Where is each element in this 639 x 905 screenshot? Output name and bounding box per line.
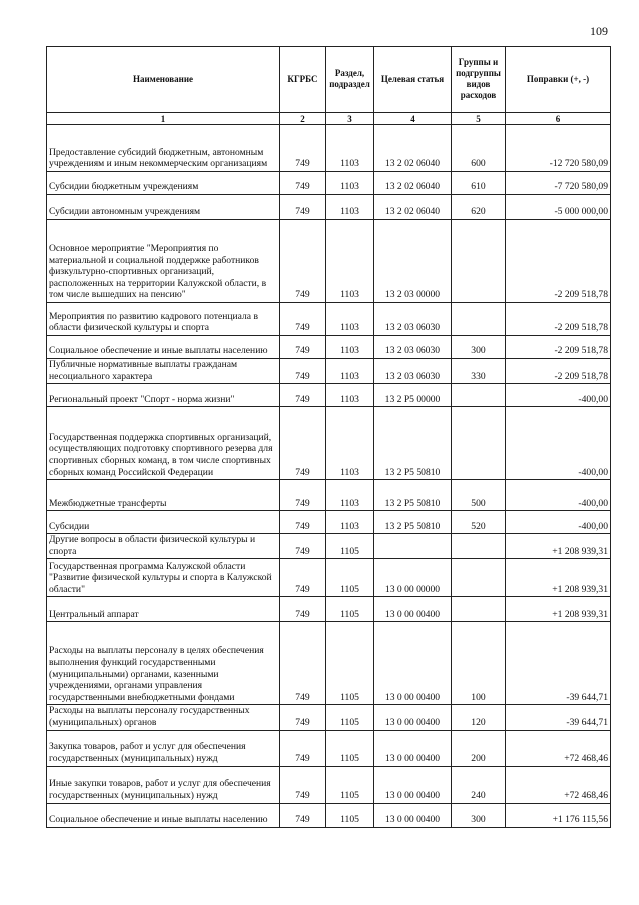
row-kgrbs: 749 [280, 766, 326, 803]
row-kgrbs: 749 [280, 384, 326, 407]
row-razdel: 1105 [326, 622, 374, 705]
row-kgrbs: 749 [280, 303, 326, 336]
row-target-article: 13 0 00 00400 [374, 766, 452, 803]
row-name: Государственная поддержка спортивных организаций, осуществляющих подготовку спортивного резерва для спортивных сборных команд, в том числе спортивных сборных команд Российской Федерации [47, 407, 280, 480]
table-row [47, 597, 611, 622]
row-amount: -7 720 580,09 [506, 172, 611, 195]
row-razdel: 1103 [326, 220, 374, 303]
table-row [47, 384, 611, 407]
row-razdel: 1103 [326, 125, 374, 172]
row-razdel: 1105 [326, 766, 374, 803]
row-amount: -400,00 [506, 384, 611, 407]
row-amount: -2 209 518,78 [506, 303, 611, 336]
row-kgrbs: 749 [280, 195, 326, 220]
row-target-article: 13 2 03 06030 [374, 303, 452, 336]
row-amount: -5 000 000,00 [506, 195, 611, 220]
row-target-article: 13 0 00 00000 [374, 559, 452, 597]
row-razdel: 1105 [326, 803, 374, 827]
table-row [47, 705, 611, 730]
row-amount: +1 176 115,56 [506, 803, 611, 827]
column-number: 4 [374, 113, 452, 125]
row-target-article: 13 0 00 00400 [374, 622, 452, 705]
row-razdel: 1103 [326, 336, 374, 359]
row-expense-group: 240 [452, 766, 506, 803]
row-kgrbs: 749 [280, 220, 326, 303]
row-expense-group [452, 407, 506, 480]
table-row [47, 303, 611, 336]
row-name: Межбюджетные трансферты [47, 480, 280, 511]
row-target-article: 13 2 P5 50810 [374, 407, 452, 480]
row-razdel: 1103 [326, 172, 374, 195]
row-kgrbs: 749 [280, 597, 326, 622]
row-expense-group [452, 384, 506, 407]
row-expense-group [452, 303, 506, 336]
row-name: Расходы на выплаты персоналу государственных (муниципальных) органов [47, 705, 280, 730]
row-kgrbs: 749 [280, 359, 326, 384]
row-target-article: 13 0 00 00400 [374, 730, 452, 766]
row-amount: -400,00 [506, 511, 611, 534]
row-razdel: 1105 [326, 730, 374, 766]
row-razdel: 1103 [326, 407, 374, 480]
row-target-article: 13 2 02 06040 [374, 172, 452, 195]
row-kgrbs: 749 [280, 172, 326, 195]
header-groups: Группы и подгруппы видов расходов [452, 47, 506, 113]
row-kgrbs: 749 [280, 730, 326, 766]
column-number: 5 [452, 113, 506, 125]
row-razdel: 1105 [326, 597, 374, 622]
row-amount: -400,00 [506, 480, 611, 511]
row-kgrbs: 749 [280, 622, 326, 705]
column-number: 3 [326, 113, 374, 125]
table-row [47, 480, 611, 511]
column-number: 2 [280, 113, 326, 125]
row-expense-group: 300 [452, 336, 506, 359]
row-target-article: 13 2 03 00000 [374, 220, 452, 303]
table-body [47, 125, 611, 828]
row-name: Социальное обеспечение и иные выплаты населению [47, 336, 280, 359]
row-target-article: 13 2 02 06040 [374, 125, 452, 172]
row-target-article: 13 2 P5 50810 [374, 480, 452, 511]
row-razdel: 1103 [326, 511, 374, 534]
table-row [47, 803, 611, 827]
row-amount: -39 644,71 [506, 622, 611, 705]
row-target-article [374, 534, 452, 559]
row-expense-group: 610 [452, 172, 506, 195]
row-target-article: 13 0 00 00400 [374, 803, 452, 827]
row-razdel: 1103 [326, 480, 374, 511]
row-expense-group: 600 [452, 125, 506, 172]
row-target-article: 13 0 00 00400 [374, 597, 452, 622]
header-target: Целевая статья [374, 47, 452, 113]
budget-table [46, 46, 611, 828]
row-kgrbs: 749 [280, 480, 326, 511]
row-amount: +72 468,46 [506, 730, 611, 766]
table-row [47, 125, 611, 172]
table-row [47, 730, 611, 766]
row-expense-group: 100 [452, 622, 506, 705]
row-name: Центральный аппарат [47, 597, 280, 622]
table-row [47, 559, 611, 597]
table-row [47, 407, 611, 480]
page-number: 109 [590, 24, 608, 38]
table-row [47, 195, 611, 220]
row-amount: -2 209 518,78 [506, 336, 611, 359]
row-razdel: 1103 [326, 195, 374, 220]
row-target-article: 13 2 03 06030 [374, 359, 452, 384]
table-row [47, 622, 611, 705]
row-expense-group [452, 559, 506, 597]
row-target-article: 13 2 P5 50810 [374, 511, 452, 534]
row-name: Расходы на выплаты персоналу в целях обеспечения выполнения функций государственными (муниципальными) органами, казенными учреждениями, органами управления государственными внебюджетными фондами [47, 622, 280, 705]
row-name: Предоставление субсидий бюджетным, автономным учреждениям и иным некоммерческим организациям [47, 125, 280, 172]
row-razdel: 1105 [326, 559, 374, 597]
row-name: Публичные нормативные выплаты гражданам несоциального характера [47, 359, 280, 384]
row-name: Субсидии [47, 511, 280, 534]
row-expense-group: 620 [452, 195, 506, 220]
header-kgrbs: КГРБС [280, 47, 326, 113]
row-expense-group: 520 [452, 511, 506, 534]
table-row [47, 336, 611, 359]
row-razdel: 1103 [326, 384, 374, 407]
row-amount: +1 208 939,31 [506, 559, 611, 597]
row-expense-group [452, 220, 506, 303]
row-name: Закупка товаров, работ и услуг для обеспечения государственных (муниципальных) нужд [47, 730, 280, 766]
row-razdel: 1105 [326, 534, 374, 559]
row-razdel: 1103 [326, 303, 374, 336]
row-expense-group: 120 [452, 705, 506, 730]
header-amount: Поправки (+, -) [506, 47, 611, 113]
header-row [47, 47, 611, 113]
row-amount: -2 209 518,78 [506, 359, 611, 384]
row-expense-group [452, 597, 506, 622]
row-kgrbs: 749 [280, 705, 326, 730]
row-kgrbs: 749 [280, 559, 326, 597]
row-amount: +1 208 939,31 [506, 534, 611, 559]
row-target-article: 13 2 P5 00000 [374, 384, 452, 407]
row-amount: -12 720 580,09 [506, 125, 611, 172]
row-expense-group: 200 [452, 730, 506, 766]
row-name: Иные закупки товаров, работ и услуг для обеспечения государственных (муниципальных) нужд [47, 766, 280, 803]
row-expense-group: 500 [452, 480, 506, 511]
row-name: Государственная программа Калужской области "Развитие физической культуры и спорта в Калужской области" [47, 559, 280, 597]
table-row [47, 511, 611, 534]
row-name: Субсидии автономным учреждениям [47, 195, 280, 220]
row-razdel: 1103 [326, 359, 374, 384]
row-target-article: 13 2 02 06040 [374, 195, 452, 220]
row-amount: -39 644,71 [506, 705, 611, 730]
row-amount: +72 468,46 [506, 766, 611, 803]
table-row [47, 359, 611, 384]
row-razdel: 1105 [326, 705, 374, 730]
row-name: Другие вопросы в области физической культуры и спорта [47, 534, 280, 559]
column-number-row [47, 113, 611, 125]
row-amount: -2 209 518,78 [506, 220, 611, 303]
row-target-article: 13 2 03 06030 [374, 336, 452, 359]
row-expense-group: 330 [452, 359, 506, 384]
row-amount: +1 208 939,31 [506, 597, 611, 622]
row-name: Субсидии бюджетным учреждениям [47, 172, 280, 195]
column-number: 1 [47, 113, 280, 125]
row-name: Основное мероприятие "Мероприятия по материальной и социальной поддержке работников физкультурно-спортивных организаций, расположенных на территории Калужской области, в том числе вышедших на пенсию" [47, 220, 280, 303]
row-name: Мероприятия по развитию кадрового потенциала в области физической культуры и спорта [47, 303, 280, 336]
row-name: Региональный проект "Спорт - норма жизни" [47, 384, 280, 407]
table-row [47, 172, 611, 195]
row-expense-group: 300 [452, 803, 506, 827]
table-row [47, 534, 611, 559]
row-amount: -400,00 [506, 407, 611, 480]
row-name: Социальное обеспечение и иные выплаты населению [47, 803, 280, 827]
header-name: Наименование [47, 47, 280, 113]
header-razdel: Раздел, подраздел [326, 47, 374, 113]
row-kgrbs: 749 [280, 534, 326, 559]
row-kgrbs: 749 [280, 511, 326, 534]
row-kgrbs: 749 [280, 125, 326, 172]
row-target-article: 13 0 00 00400 [374, 705, 452, 730]
row-kgrbs: 749 [280, 336, 326, 359]
table-row [47, 220, 611, 303]
table-row [47, 766, 611, 803]
column-number: 6 [506, 113, 611, 125]
row-expense-group [452, 534, 506, 559]
row-kgrbs: 749 [280, 407, 326, 480]
row-kgrbs: 749 [280, 803, 326, 827]
